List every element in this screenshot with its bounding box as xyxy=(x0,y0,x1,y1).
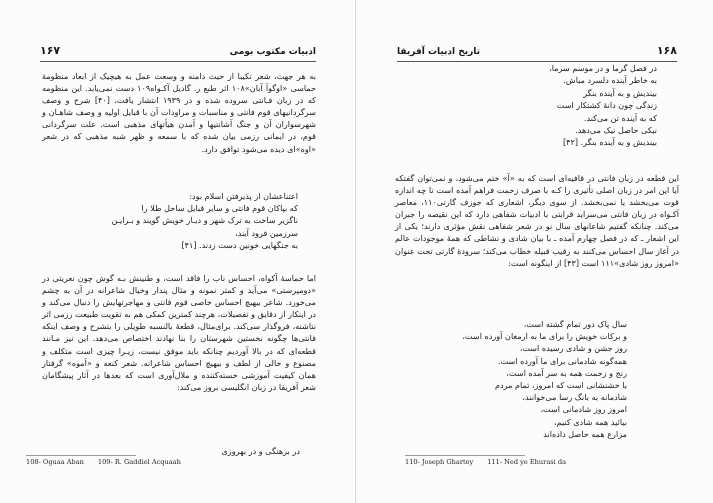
verse-line: امروز روز شادمانی است، xyxy=(540,404,627,415)
verse-line: در فصل گرما و در موسم سرما، xyxy=(549,63,657,73)
verse-line: بیائید همه شادی کنیم، xyxy=(553,416,627,427)
paragraph-text: به هر جهت، شعر تکیبا از حیث دامنه و وسعت عمل به هیچیک از ابعاد منظومهٔ حماسی «اوگوآ آبان»۱۰۸ اثر طبع ر. گادیل آکـواه۱۰۹ دست نمی‌یابد. این منظومه که در زبان فـانتی سروده شده و در ۱۹۳۹ انتشار یافت، [۴۰] شرح و وصف سرگردانیهای قوم فانتی و مناسبات و مراودات آن با قبایل اولیه و وصف شاهـان و شهرسواران آن و جنگ آشانتیها و آمدن هیأتهای مذهبی است. علت سرگردانی قوم، در ایمانی رزمی بیان شده که با سمعه و ظهر شبه مذهبی که در شعر «اوه»ای دیده می‌شود توافق دارد. xyxy=(42,71,317,154)
right-footnotes xyxy=(405,458,566,472)
verse-line: رنج و زحمت همه به سر آمده است، xyxy=(506,367,627,378)
verse-line: بیندیش و به آینده بنگر. [۴۲] xyxy=(563,137,657,148)
left-verse-line xyxy=(150,445,300,457)
left-page-header xyxy=(40,44,316,62)
verse-line: و برکات خویش را برای ما به ارمغان آورده است، xyxy=(462,331,627,342)
footnote-rule xyxy=(26,455,136,456)
left-paragraph-2 xyxy=(42,272,316,394)
quote-line: به جنگهایی خونین دست زدند. [۴۱] xyxy=(181,239,298,250)
left-quote-block xyxy=(60,190,298,251)
footnote: 108- Oguaa Aban xyxy=(26,458,84,466)
verse-line: روز جشن و شادی رسیده است، xyxy=(519,343,627,354)
left-page-number: ۱۶۷ xyxy=(40,44,61,57)
right-running-title: تاریخ ادبیات آفریقا xyxy=(397,47,481,57)
footnote: 109- R. Gaddiel Acquaah xyxy=(97,458,181,466)
verse-line: مزارع همه حاصل داده‌اند xyxy=(543,428,627,439)
verse-line: با خشنشانی است که امروز، تمام مردم xyxy=(495,380,627,391)
left-footnotes xyxy=(26,458,181,472)
right-poem-1 xyxy=(457,62,657,149)
right-poem-2 xyxy=(427,318,627,440)
paragraph-text: اما حماسهٔ آکواه، احساس ناب را فاقد است، و طنینش بـه گوش چون نعریتی در «دومپرستی» می‌آید و کمتر نمونه و مثال پندار وخیال شاعرانه در آن به چشم می‌خورد. شاعر بیهیچ احساس خاصی قوم فانتی و مهاجرتهایش را دنبال می‌کند و در اینکار از دقایق و تفصیلات، هرچند کمترین کمکی هم به تقویت طبیعت رزمی اثر نتاشنه، فروگذار سی‌کند. برای‌مثال، قطعهٔ بالنسبه طویلی را بتشرح و وصف اینکه فانتی‌ها چگونه نخستین شهرستان را بنا نهادند اختصاص می‌دهد. این نیز مـانند قطعه‌ای که در بالا آوردیم چنانکه باید موفق نیست، زیـرا چیزی است متکلف و مصنوع و خالی از لطف و بیهیچ احساس شاعرانه. شعر کنعه و «آموه» گرفتار همان کیفیت آموزشی خسته‌کننده و ملال‌آوری است که بعدها در آثار پیشگامان شعر آفریقا در زبان انگلیسی بروز می‌کند: xyxy=(42,273,316,392)
verse-line: شادمانه به بانگ رسا می‌خوانند، xyxy=(522,392,627,403)
footnote: 111- Ned ye Ehurasi da xyxy=(487,458,567,466)
footnote: 110- Joseph Ghartey xyxy=(405,458,474,466)
left-paragraph-1 xyxy=(42,70,316,156)
quote-line: که بپاکان قوم فانتی و سایر قبایل ساحل طلا را xyxy=(141,203,298,214)
quote-line: سرزمین فرود آیند، xyxy=(235,227,298,238)
paragraph-text: این قطعه در زبان فانتی در قافیه‌ای است که به «آ» ختم می‌شود، و نمی‌توان گفتکه آیا این امر در زبان اصلی تأثیری را کـه با صرف زحمت فراهم آمده است تا چه اندازه قوت می‌بخشد یا نمی‌بخشد. از سوی دیگر، اشعاری که جوزف گارتی۱۱۰، معاصر آکـواه در زبان فانتی می‌سراید قرابتی با ادبیات شفاهی دارد که این نقیصه را جبران می‌کند. چنانکه گفتیم شاعانهای سال نو در شعر شفاهی نقش مؤثری دارند؛ یکی از این اشعار ـ که در فصل چهارم آمده ـ با بیان شادی و نشاطی که همهٔ موجودات عالم در آغاز سال احساس می‌کنند به رقیب قبیله خطاب می‌کند؛ سرودهٔ گارتی تحت عنوان «امروز روز شادی»۱۱۱ است [۴۳] از اینگونه است: xyxy=(395,173,680,268)
verse-line: نیکی حاصل نیک می‌دهد. xyxy=(575,125,657,136)
left-running-title: ادبیات مکتوب بومی xyxy=(229,47,316,57)
quote-line: اعتناعشان از پذیرفتن اسلام بود: xyxy=(189,191,298,201)
verse-line: که به آینده تن می‌کند. xyxy=(583,112,657,123)
quote-line: ناگزیر ساخت به ترک شهر و دیـار خویش گویند و بـرایـن xyxy=(111,215,298,226)
verse-line: در برهنگی و در بهروزی xyxy=(221,446,300,456)
verse-line: به خاطر آینده دلسرد مباش. xyxy=(563,75,657,86)
footnote-rule xyxy=(405,455,525,456)
right-paragraph-1 xyxy=(395,172,679,270)
right-page-header xyxy=(397,44,677,62)
verse-line: بیندیش و به آینده بنگر xyxy=(583,87,657,98)
right-page xyxy=(357,0,713,503)
verse-line: سال پاک دور تمام گشته است، xyxy=(523,319,627,329)
verse-line: زندگی چون دانهٔ کشتکار است xyxy=(556,100,657,111)
left-page xyxy=(0,0,356,503)
verse-line: همه‌گونه شادمانی برای ما آورده است. xyxy=(498,355,627,366)
right-page-number: ۱۶۸ xyxy=(656,44,677,57)
